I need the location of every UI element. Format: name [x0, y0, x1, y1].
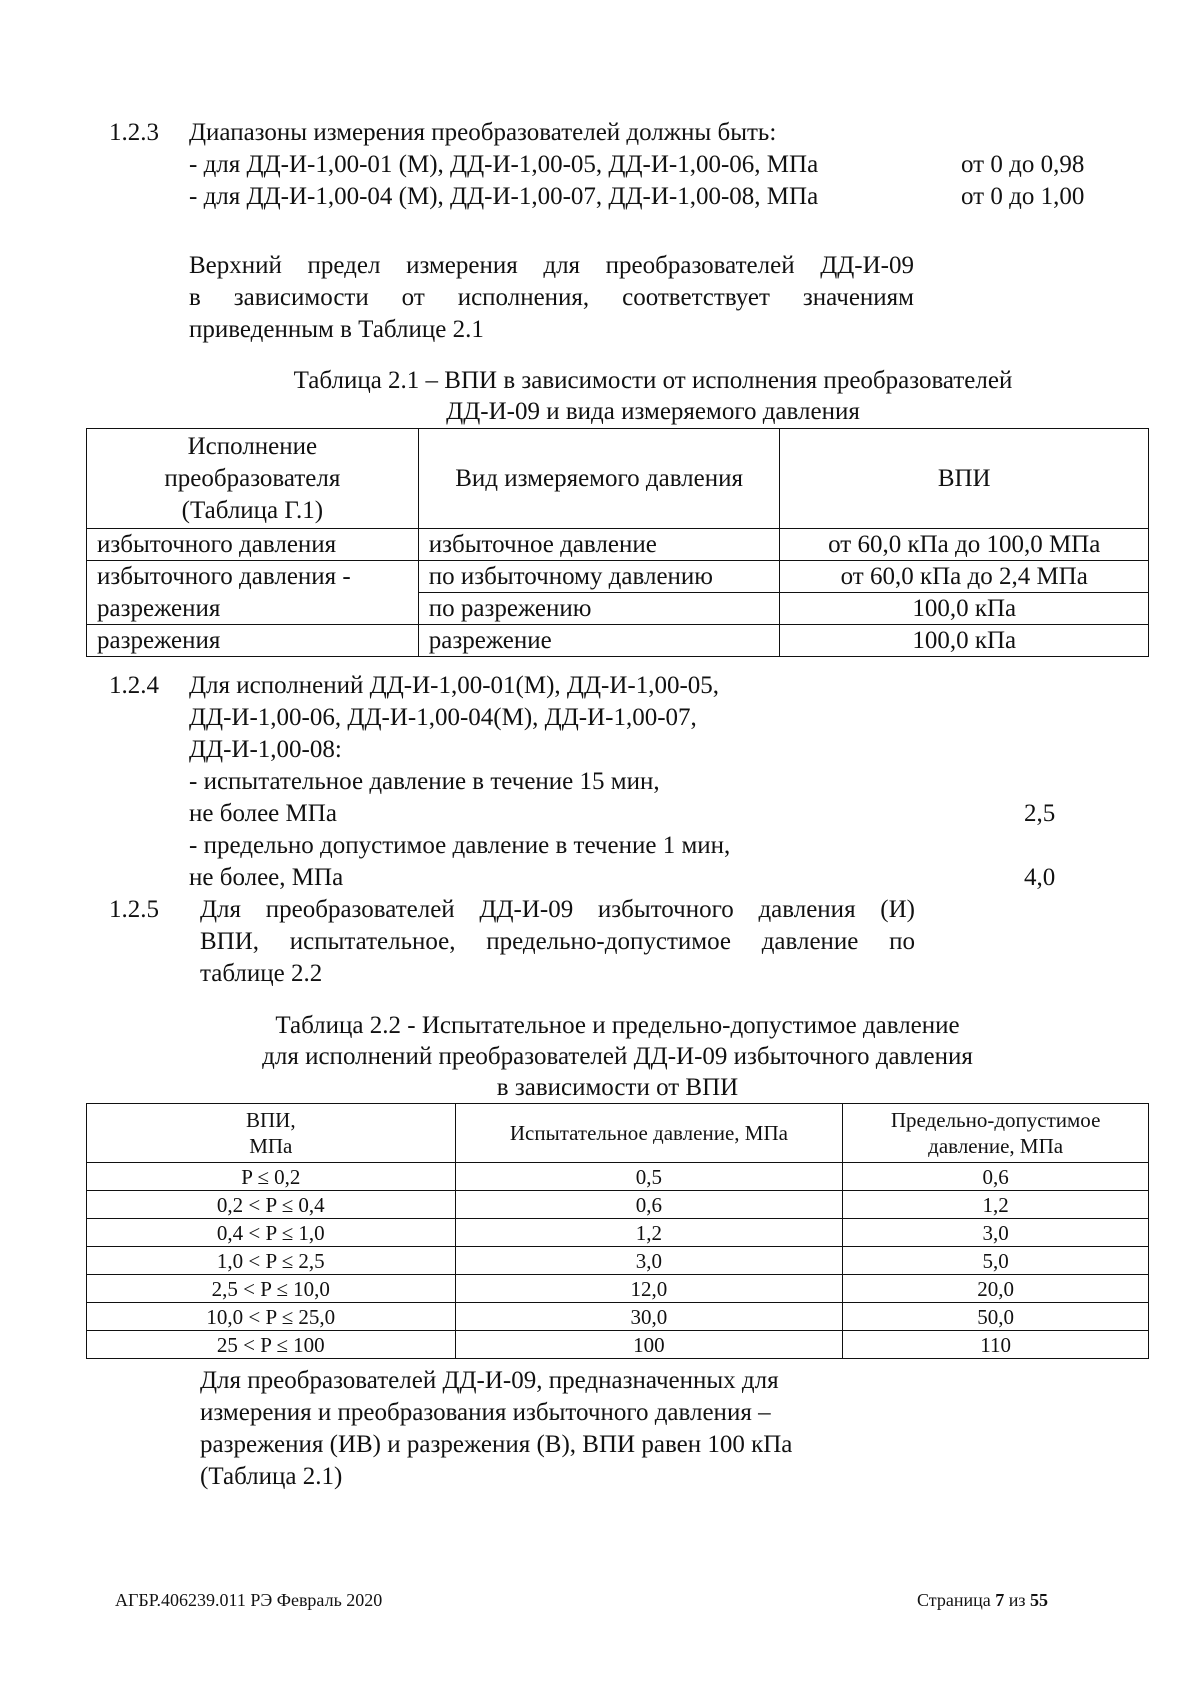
header-text: давление, МПа — [928, 1134, 1064, 1158]
table-cell: 0,6 — [843, 1163, 1149, 1191]
value-limit-pressure: 4,0 — [1024, 864, 1056, 891]
table-cell: 1,0 < P ≤ 2,5 — [87, 1247, 456, 1275]
column-header — [87, 429, 419, 529]
section-line: ВПИ, испытательное, предельно-допустимое давление по — [200, 928, 915, 955]
section-line: - предельно допустимое давление в течение 1 мин, — [189, 832, 731, 859]
table-cell: разрежения — [87, 625, 419, 657]
table-cell: по избыточному давлению — [418, 561, 780, 593]
section-line: Для преобразователей ДД-И-09 избыточного давления (И) — [200, 896, 915, 923]
range-line-1: - для ДД-И-1,00-01 (М), ДД-И-1,00-05, ДД-И-1,00-06, МПа — [189, 151, 819, 178]
table-row — [87, 561, 1149, 593]
table-cell: 12,0 — [455, 1275, 843, 1303]
table-cell: 0,4 < P ≤ 1,0 — [87, 1219, 456, 1247]
table-cell: 20,0 — [843, 1275, 1149, 1303]
table-header-row — [87, 429, 1149, 529]
paragraph-line: приведенным в Таблице 2.1 — [189, 316, 484, 343]
section-line: ДД-И-1,00-06, ДД-И-1,00-04(М), ДД-И-1,00-07, — [189, 704, 697, 731]
table-cell: 100,0 кПа — [780, 625, 1149, 657]
table-cell: 1,2 — [455, 1219, 843, 1247]
table-cell: 100 — [455, 1331, 843, 1359]
header-text: МПа — [249, 1134, 293, 1158]
table2-caption: для исполнений преобразователей ДД-И-09 избыточного давления — [262, 1043, 973, 1070]
header-text: Предельно-допустимое — [890, 1108, 1101, 1132]
section-line: таблице 2.2 — [200, 960, 323, 987]
table-2-1 — [86, 428, 1149, 657]
table-cell: избыточного давления - — [87, 561, 419, 593]
table-row — [87, 529, 1149, 561]
section-line: Для исполнений ДД-И-1,00-01(М), ДД-И-1,00-05, — [189, 672, 720, 699]
table-cell: 100,0 кПа — [780, 593, 1149, 625]
table-row — [87, 593, 1149, 625]
table-cell: 3,0 — [843, 1219, 1149, 1247]
table-cell: 30,0 — [455, 1303, 843, 1331]
table-cell: 1,2 — [843, 1191, 1149, 1219]
table-row — [87, 625, 1149, 657]
column-header: Вид измеряемого давления — [418, 429, 780, 529]
header-text: (Таблица Г.1) — [181, 496, 324, 524]
range-line-2: - для ДД-И-1,00-04 (М), ДД-И-1,00-07, ДД-И-1,00-08, МПа — [189, 183, 819, 210]
section-number: 1.2.5 — [109, 896, 159, 923]
table-cell: 0,5 — [455, 1163, 843, 1191]
page-label: из — [1008, 1590, 1026, 1610]
table-cell: разрежения — [87, 593, 419, 625]
table1-caption: Таблица 2.1 – ВПИ в зависимости от исполнения преобразователей — [293, 367, 1013, 394]
table-cell: 3,0 — [455, 1247, 843, 1275]
table-2-2 — [86, 1103, 1149, 1359]
footer-page-number — [917, 1589, 1048, 1611]
table-row — [87, 1275, 1149, 1303]
column-header: Испытательное давление, МПа — [455, 1104, 843, 1163]
table-row — [87, 1303, 1149, 1331]
section-number: 1.2.3 — [109, 119, 159, 146]
value-test-pressure: 2,5 — [1024, 800, 1056, 827]
table-cell: 110 — [843, 1331, 1149, 1359]
table-row — [87, 1163, 1149, 1191]
range-value-2: от 0 до 1,00 — [961, 183, 1085, 210]
table-cell: 5,0 — [843, 1247, 1149, 1275]
table-cell: 50,0 — [843, 1303, 1149, 1331]
table2-caption: в зависимости от ВПИ — [496, 1074, 739, 1101]
table-row — [87, 1331, 1149, 1359]
page-current: 7 — [995, 1590, 1005, 1610]
section-line: - испытательное давление в течение 15 мин, — [189, 768, 660, 795]
table-header-row — [87, 1104, 1149, 1163]
paragraph-line: в зависимости от исполнения, соответствует значениям — [189, 284, 914, 311]
closing-line: измерения и преобразования избыточного давления – — [200, 1399, 771, 1426]
table-cell: 25 < P ≤ 100 — [87, 1331, 456, 1359]
closing-line: (Таблица 2.1) — [200, 1463, 343, 1490]
table-row — [87, 1247, 1149, 1275]
paragraph-line: Верхний предел измерения для преобразователей ДД-И-09 — [189, 252, 914, 279]
closing-line: разрежения (ИВ) и разрежения (В), ВПИ равен 100 кПа — [200, 1431, 793, 1458]
footer-doc-id: АГБР.406239.011 РЭ Февраль 2020 — [115, 1590, 383, 1610]
range-value-1: от 0 до 0,98 — [961, 151, 1085, 178]
table-cell: от 60,0 кПа до 100,0 МПа — [780, 529, 1149, 561]
column-header — [87, 1104, 456, 1163]
table-cell: избыточного давления — [87, 529, 419, 561]
table-row — [87, 1191, 1149, 1219]
section-number: 1.2.4 — [109, 672, 159, 699]
closing-line: Для преобразователей ДД-И-09, предназначенных для — [200, 1367, 779, 1394]
header-text: Исполнение — [187, 432, 318, 460]
page-label: Страница — [917, 1590, 991, 1610]
table-cell: разрежение — [418, 625, 780, 657]
table-cell: избыточное давление — [418, 529, 780, 561]
table-cell: P ≤ 0,2 — [87, 1163, 456, 1191]
section-title: Диапазоны измерения преобразователей должны быть: — [189, 119, 777, 146]
table-cell: от 60,0 кПа до 2,4 МПа — [780, 561, 1149, 593]
table2-caption: Таблица 2.2 - Испытательное и предельно-допустимое давление — [275, 1012, 960, 1039]
table1-caption: ДД-И-09 и вида измеряемого давления — [446, 398, 860, 425]
section-line: не более, МПа — [189, 864, 344, 891]
column-header: ВПИ — [780, 429, 1149, 529]
table-cell: по разрежению — [418, 593, 780, 625]
header-text: преобразователя — [164, 464, 341, 492]
header-text: ВПИ, — [245, 1108, 296, 1132]
table-row — [87, 1219, 1149, 1247]
page-total: 55 — [1029, 1590, 1048, 1610]
section-line: ДД-И-1,00-08: — [189, 736, 342, 763]
section-line: не более МПа — [189, 800, 337, 827]
column-header — [843, 1104, 1149, 1163]
table-cell: 2,5 < P ≤ 10,0 — [87, 1275, 456, 1303]
table-cell: 0,2 < P ≤ 0,4 — [87, 1191, 456, 1219]
table-cell: 10,0 < P ≤ 25,0 — [87, 1303, 456, 1331]
table-cell: 0,6 — [455, 1191, 843, 1219]
